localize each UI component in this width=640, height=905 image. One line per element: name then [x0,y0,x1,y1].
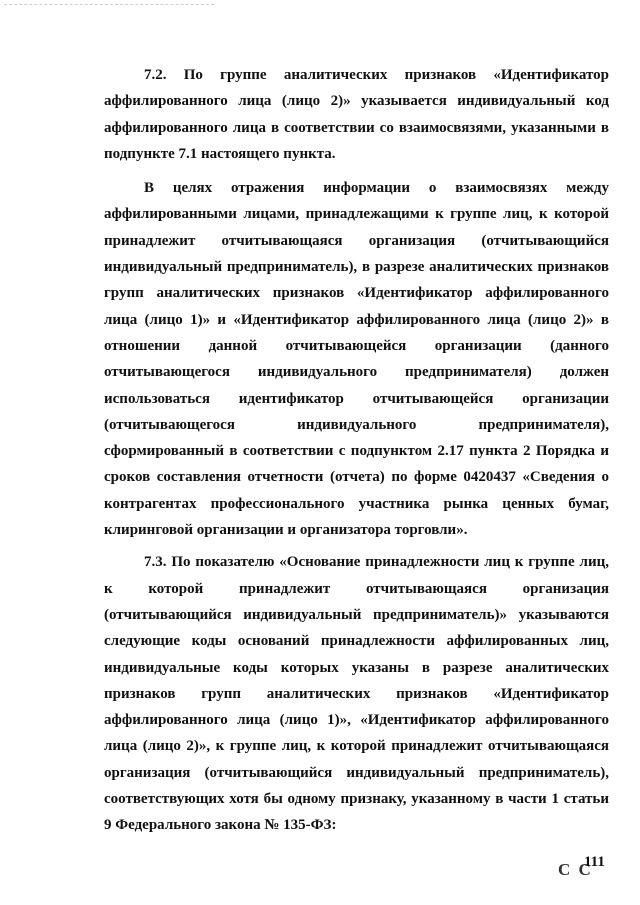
paragraph-reporting-identifier: В целях отражения информации о взаимосвязях между аффилированными лицами, принадлежащими к группе лиц, к которой принадлежит отчитывающаяся организация (отчитывающийся индивидуальный предприниматель), в разрезе аналитических признаков групп аналитических признаков «Идентификатор аффилированного лица (лицо 1)» и «Идентификатор аффилированного лица (лицо 2)» в отношении данной отчитывающейся организации (данного отчитывающегося индивидуального предпринимателя) должен использоваться идентификатор отчитывающейся организации (отчитывающегося индивидуального предпринимателя), сформированный в соответствии с подпунктом 2.17 пункта 2 Порядка и сроков составления отчетности (отчета) по форме 0420437 «Сведения о контрагентах профессионального участника рынка ценных бумаг, клиринговой организации и организатора торговли». [104,180,609,539]
scan-edge-line [4,4,214,5]
page-number: 111 [584,854,605,870]
paragraph-7-2: 7.2. По группе аналитических признаков «Идентификатор аффилированного лица (лицо 2)» указывается индивидуальный код аффилированного лица в соответствии со взаимосвязями, указанными в подпункте 7.1 настоящего пункта. [104,67,609,162]
document-body [104,62,609,845]
paragraph-7-3: 7.3. По показателю «Основание принадлежности лиц к группе лиц, к которой принадлежит отчитывающаяся организация (отчитывающийся индивидуальный предприниматель)» указываются следующие коды оснований принадлежности аффилированных лиц, индивидуальные коды которых указаны в разрезе аналитических признаков групп аналитических признаков «Идентификатор аффилированного лица (лицо 1)», «Идентификатор аффилированного лица (лицо 2)», к группе лиц, к которой принадлежит отчитывающаяся организация (отчитывающийся индивидуальный предприниматель), соответствующих хотя бы одному признаку, указанному в части 1 статьи 9 Федерального закона № 135-ФЗ: [104,554,609,834]
page-stamp-mark: С С [558,860,593,879]
